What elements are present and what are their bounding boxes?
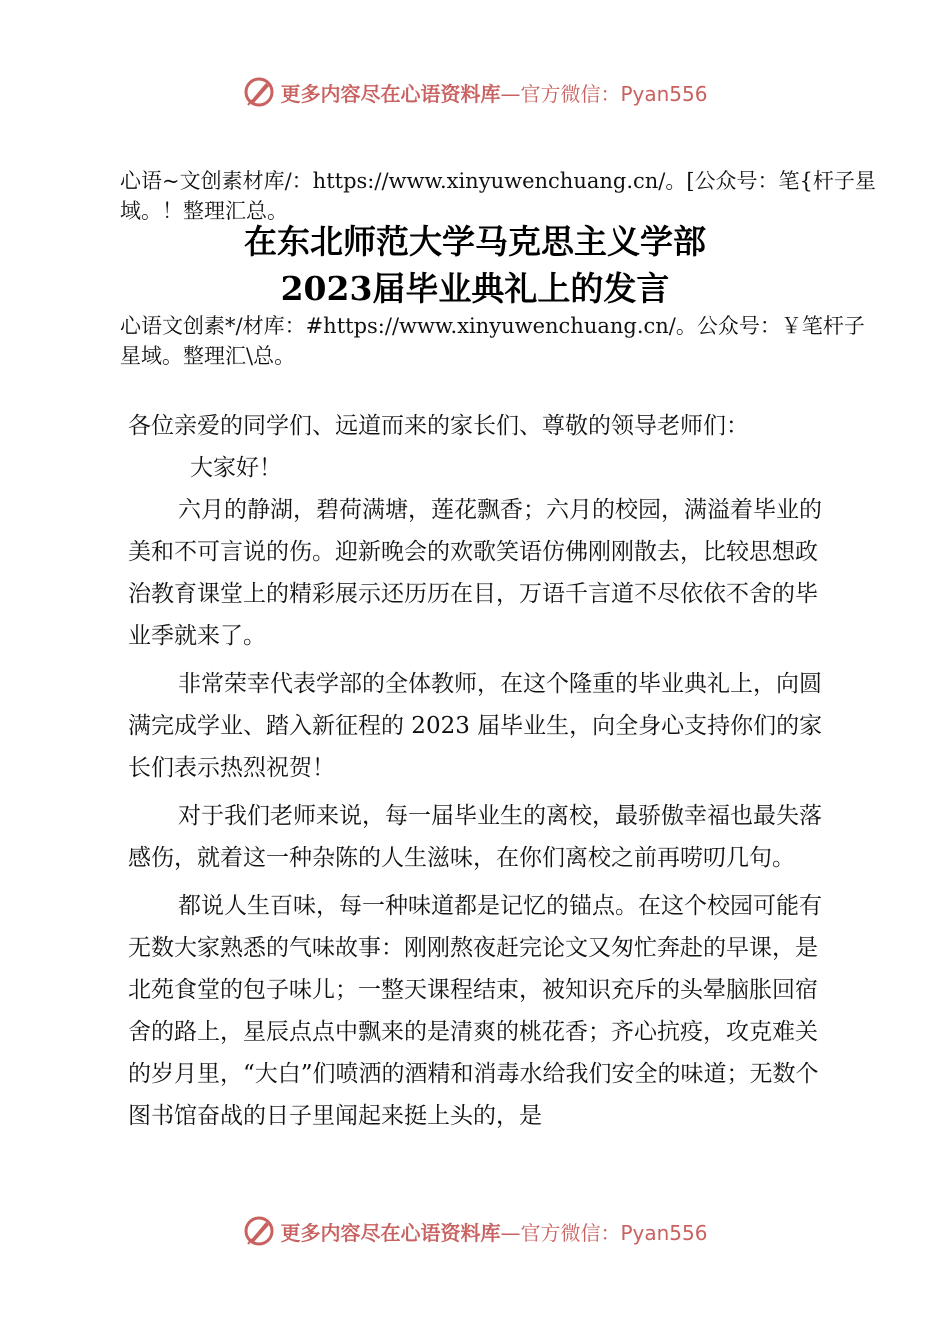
greeting: 大家好！ xyxy=(190,455,282,481)
banner-wechat: —官方微信：Pyan556 xyxy=(500,81,708,106)
source-note-bottom: 心语文创素*/材库：#https://www.xinyuwenchuang.cn/。公众号：￥笔杆子星域。整理汇\总。 xyxy=(120,314,865,368)
quill-logo-icon xyxy=(242,75,276,109)
footer-banner xyxy=(0,1211,950,1251)
banner-brand: 更多内容尽在心语资料库 xyxy=(280,1220,501,1245)
header-banner xyxy=(0,72,950,112)
paragraph: 对于我们老师来说，每一届毕业生的离校，最骄傲幸福也最失落感伤，就着这一种杂陈的人生滋味，在你们离校之前再唠叨几句。 xyxy=(128,803,822,871)
banner-brand: 更多内容尽在心语资料库 xyxy=(280,81,501,106)
paragraph: 六月的静湖，碧荷满塘，莲花飘香；六月的校园，满溢着毕业的美和不可言说的伤。迎新晚会的欢歌笑语仿佛刚刚散去，比较思想政治教育课堂上的精彩展示还历历在目，万语千言道不尽依依不舍的毕业季就来了。 xyxy=(128,497,822,649)
speech-body xyxy=(128,405,840,1137)
quill-logo-icon xyxy=(242,1214,276,1248)
source-note-top: 心语~文创素材库/：https://www.xinyuwenchuang.cn/。[公众号：笔{杆子星域。！整理汇总。 xyxy=(120,169,876,223)
paragraph: 非常荣幸代表学部的全体教师，在这个隆重的毕业典礼上，向圆满完成学业、踏入新征程的 2023 届毕业生，向全身心支持你们的家长们表示热烈祝贺！ xyxy=(128,671,823,781)
paragraph: 都说人生百味，每一种味道都是记忆的锚点。在这个校园可能有无数大家熟悉的气味故事：刚刚熬夜赶完论文又匆忙奔赴的早课，是北苑食堂的包子味儿；一整天课程结束，被知识充斥的头晕脑胀回宿舍的路上，星辰点点中飘来的是清爽的桃花香；齐心抗疫，攻克难关的岁月里，“大白”们喷洒的酒精和消毒水给我们安全的味道；无数个图书馆奋战的日子里闻起来挺上头的，是 xyxy=(128,893,822,1129)
doc-title-line1: 在东北师范大学马克思主义学部 xyxy=(244,222,706,261)
salutation: 各位亲爱的同学们、远道而来的家长们、尊敬的领导老师们： xyxy=(128,413,749,439)
doc-title-line2: 2023届毕业典礼上的发言 xyxy=(280,269,670,308)
banner-wechat: —官方微信：Pyan556 xyxy=(500,1220,708,1245)
